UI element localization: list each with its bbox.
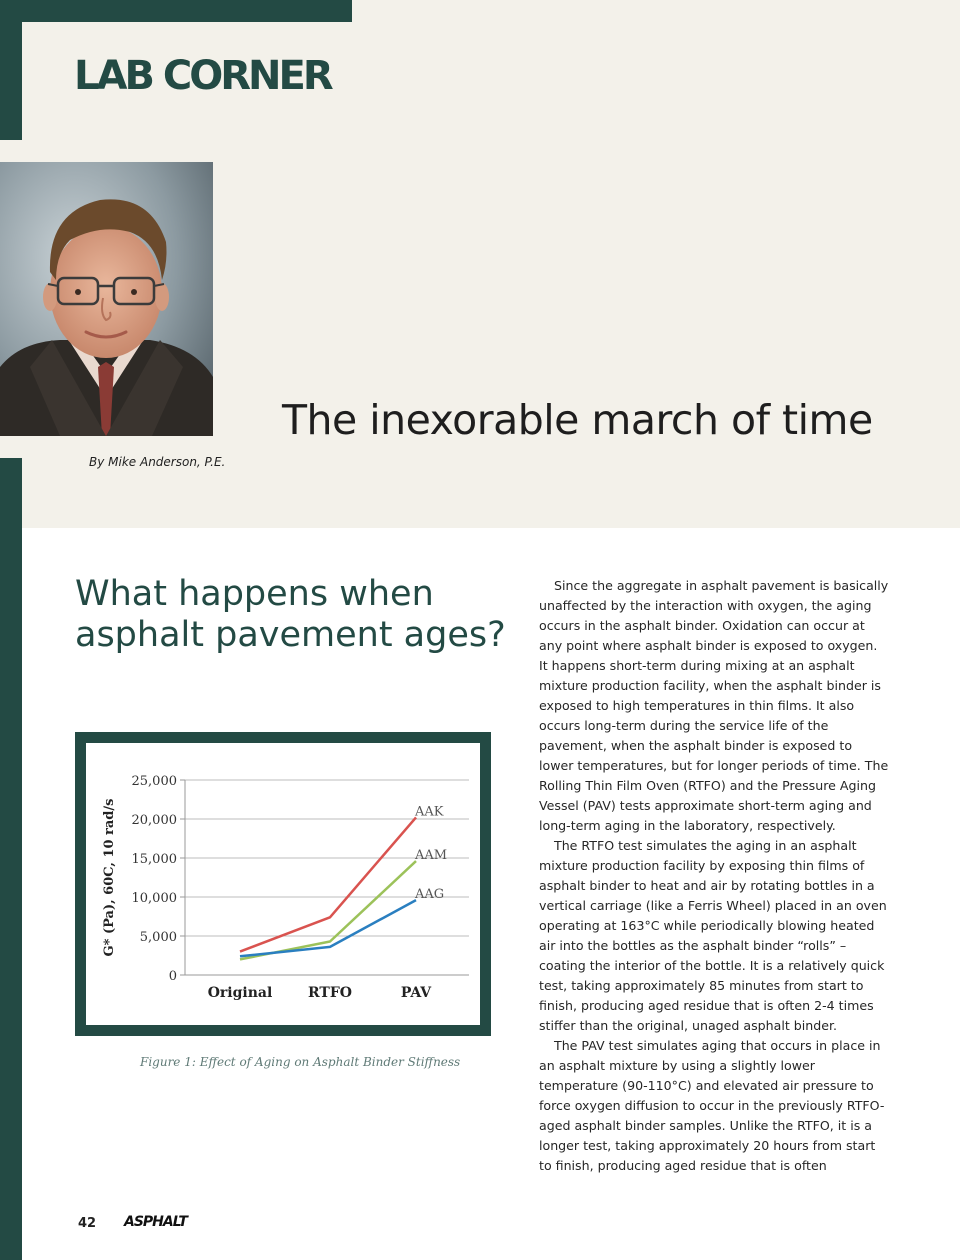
x-tick-label: PAV bbox=[400, 985, 432, 1001]
series-label-aag: AAG bbox=[415, 887, 445, 903]
y-axis-label: G* (Pa), 60C, 10 rad/s bbox=[102, 798, 117, 957]
top-accent-bar bbox=[0, 0, 352, 22]
byline: By Mike Anderson, P.E. bbox=[89, 455, 226, 469]
page-number: 42 bbox=[78, 1216, 97, 1231]
body-paragraph-2: The RTFO test simulates the aging in an asphalt mixture production facility by exposing thin films of asphalt binder to heat and air by rotating bottles in a vertical carriage (like a Ferris Wheel) placed in an oven operating at 163°C while periodically blowing heated air into the bottles as the asphalt binder “rolls” – coating the interior of the bottle. It is a relatively quick test, taking approximately 85 minutes from start to finish, producing aged residue that is often 2-4 times stiffer than the original, unaged asphalt binder. bbox=[539, 838, 887, 1033]
x-tick-labels bbox=[208, 985, 433, 1001]
section-title: LAB CORNER bbox=[74, 53, 331, 99]
y-tick-label: 10,000 bbox=[131, 891, 177, 906]
chart-frame bbox=[75, 732, 491, 1036]
aging-stiffness-chart bbox=[86, 743, 480, 1025]
x-tick-label: RTFO bbox=[308, 985, 352, 1001]
series-label-aam: AAM bbox=[415, 848, 448, 864]
body-paragraph-1: Since the aggregate in asphalt pavement is basically unaffected by the interaction with oxygen, the aging occurs in the asphalt binder. Oxidation can occur at any point where asphalt binder is exposed to oxygen. It happens short-term during mixing at an asphalt mixture production facility, when the asphalt binder is exposed to high temperatures in thin films. It also occurs long-term during the service life of the pavement, when the asphalt binder is exposed to lower temperatures, but for longer periods of time. The Rolling Thin Film Oven (RTFO) and the Pressure Aging Vessel (PAV) tests approximate short-term aging and long-term aging in the laboratory, respectively. bbox=[539, 578, 889, 833]
left-accent-bar-bottom bbox=[0, 458, 22, 1260]
x-tick-label: Original bbox=[207, 985, 273, 1001]
subheading: What happens when asphalt pavement ages? bbox=[75, 574, 506, 655]
series-label-aak: AAK bbox=[415, 804, 444, 820]
y-tick-label: 5,000 bbox=[139, 930, 177, 945]
author-portrait-icon bbox=[0, 162, 213, 436]
magazine-logo: ASPHALT bbox=[124, 1214, 187, 1230]
y-tick-label: 15,000 bbox=[131, 852, 177, 867]
y-tick-label: 25,000 bbox=[131, 774, 177, 789]
y-tick-label: 20,000 bbox=[131, 813, 177, 828]
y-tick-label: 0 bbox=[168, 969, 177, 984]
left-accent-bar-top bbox=[0, 0, 22, 140]
series-line-aam bbox=[240, 861, 416, 959]
article-title: The inexorable march of time bbox=[282, 396, 873, 444]
article-body bbox=[539, 576, 889, 1176]
y-tick-labels bbox=[132, 774, 178, 984]
body-paragraph-3: The PAV test simulates aging that occurs in place in an asphalt mixture by using a slightly lower temperature (90-110°C) and elevated air pressure to force oxygen diffusion to occur in the previously RTFO-aged asphalt binder samples. Unlike the RTFO, it is a longer test, taking approximately 20 hours from start to finish, producing aged residue that is often bbox=[539, 1038, 885, 1173]
figure-caption: Figure 1: Effect of Aging on Asphalt Binder Stiffness bbox=[140, 1055, 461, 1069]
series-line-aag bbox=[240, 900, 416, 956]
